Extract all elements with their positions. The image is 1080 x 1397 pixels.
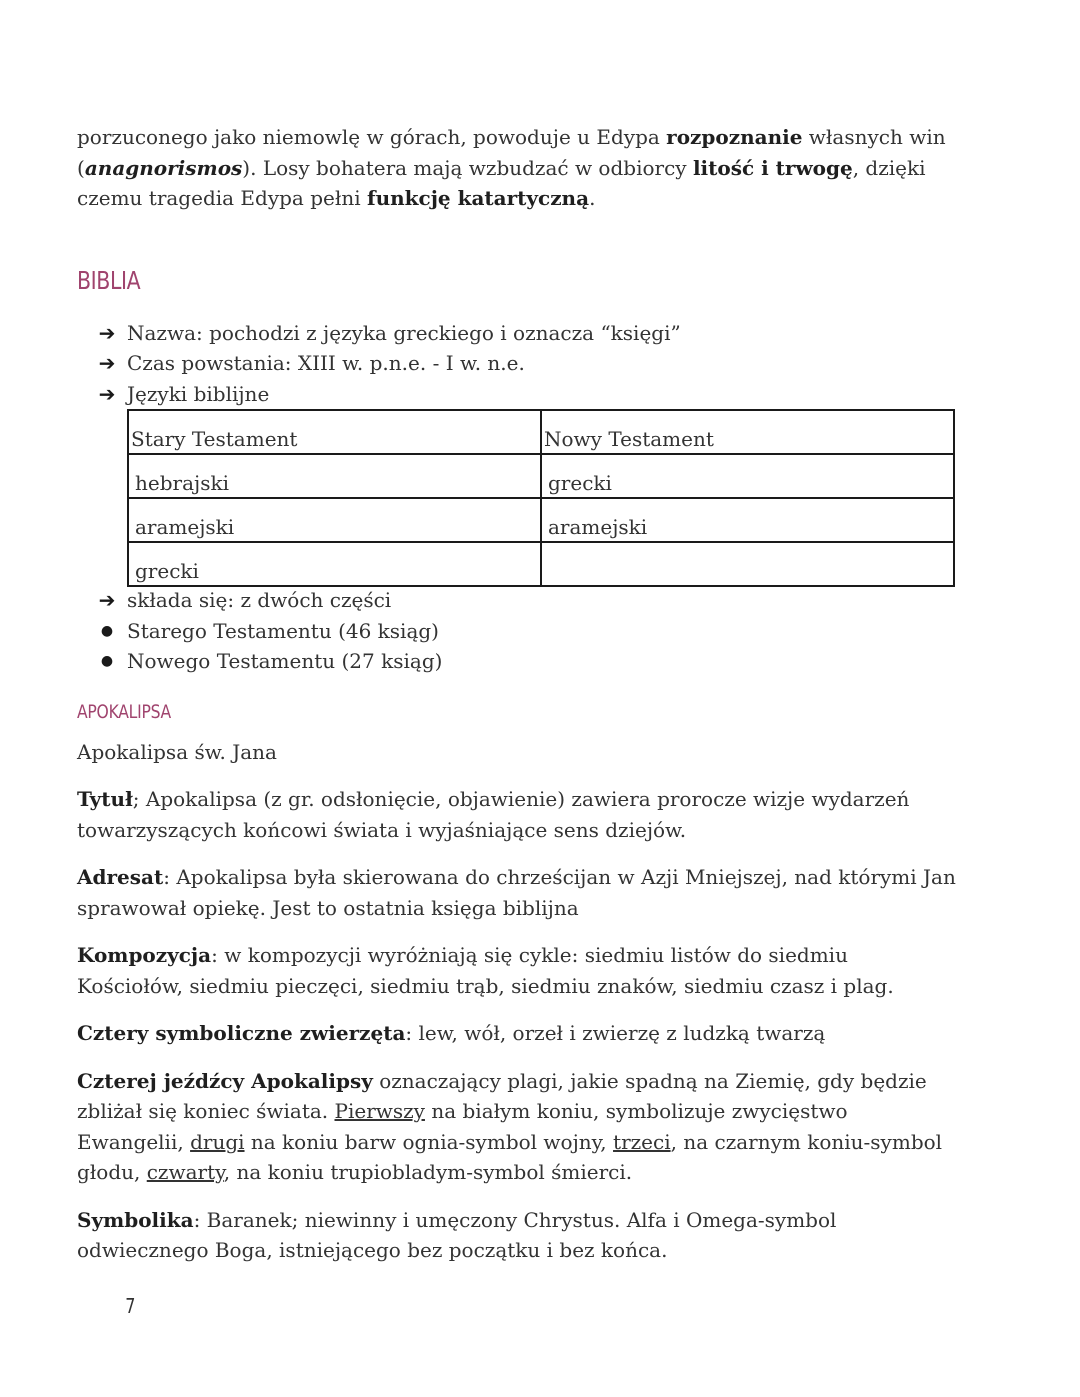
arrow-icon: ➔	[98, 320, 116, 345]
bullet-icon: ●	[100, 653, 114, 669]
tytul-paragraph: Tytuł; Apokalipsa (z gr. odsłonięcie, objawienie) zawiera prorocze wizje wydarzeń towarzyszących końcowi świata i wyjaśniające sens dziejów.	[77, 787, 910, 842]
list-item: ● Starego Testamentu (46 ksiąg)	[77, 616, 957, 647]
table-cell: grecki	[128, 542, 541, 586]
table-cell: grecki	[541, 454, 954, 498]
intro-text: .	[589, 186, 596, 210]
table-row	[128, 498, 954, 542]
languages-table	[127, 409, 955, 587]
table-cell: aramejski	[128, 498, 541, 542]
intro-bold: litość i trwogę	[692, 155, 853, 180]
section-heading-apokalipsa: APOKALIPSA	[77, 700, 171, 723]
intro-bold: rozpoznanie	[666, 125, 803, 149]
symbolika-paragraph: Symbolika: Baranek; niewinny i umęczony Chrystus. Alfa i Omega-symbol odwiecznego Boga, istniejącego bez początku i bez końca.	[77, 1207, 837, 1262]
intro-text: porzuconego jako niemowlę w górach, powoduje u Edypa	[77, 125, 667, 149]
biblia-composition-list	[77, 585, 957, 677]
table-cell: hebrajski	[128, 454, 541, 498]
table-header-row	[128, 410, 954, 454]
list-item: ● Nowego Testamentu (27 ksiąg)	[77, 646, 957, 677]
intro-bold-italic: anagnorismos	[84, 155, 243, 180]
list-item: ➔ Nazwa: pochodzi z języka greckiego i oznacza “księgi”	[77, 318, 957, 349]
list-item: ➔ Języki biblijne	[77, 379, 957, 410]
list-item: ➔ składa się: z dwóch części	[77, 585, 957, 616]
table-header-cell: Stary Testament	[128, 410, 541, 454]
table-cell	[541, 542, 954, 586]
document-page	[77, 122, 957, 1266]
page-number: 7	[125, 1294, 136, 1318]
table-row	[128, 542, 954, 586]
intro-bold: funkcję katartyczną	[366, 186, 590, 210]
arrow-icon: ➔	[98, 351, 116, 375]
table-cell: aramejski	[541, 498, 954, 542]
list-item: ➔ Czas powstania: XIII w. p.n.e. - I w. n.e.	[77, 348, 957, 379]
bullet-icon: ●	[100, 622, 114, 639]
table-row	[128, 454, 954, 498]
zwierzeta-paragraph: Cztery symboliczne zwierzęta: lew, wół, orzeł i zwierzę z ludzką twarzą	[77, 1021, 826, 1045]
section-heading-biblia: BIBLIA	[77, 265, 141, 295]
intro-text: ). Losy bohatera mają wzbudzać w odbiorcy	[242, 155, 693, 180]
apokalipsa-subtitle: Apokalipsa św. Jana	[77, 739, 277, 764]
intro-text: , dzięki czemu tragedia Edypa pełni	[77, 155, 926, 210]
adresat-paragraph: Adresat: Apokalipsa była skierowana do chrześcijan w Azji Mniejszej, nad którymi Jan sprawował opiekę. Jest to ostatnia księga biblijna	[77, 865, 956, 920]
kompozycja-paragraph: Kompozycja: w kompozycji wyróżniają się cykle: siedmiu listów do siedmiu Kościołów, siedmiu pieczęci, siedmiu trąb, siedmiu znaków, siedmiu czasz i plag.	[77, 943, 894, 998]
arrow-icon: ➔	[98, 381, 116, 406]
table-header-cell: Nowy Testament	[541, 410, 954, 454]
intro-text: własnych win (	[77, 125, 946, 180]
intro-paragraph	[77, 122, 957, 214]
jezdzcy-paragraph: Czterej jeźdźcy Apokalipsy oznaczający plagi, jakie spadną na Ziemię, gdy będzie zbliżał się koniec świata. Pierwszy na białym koniu, symbolizuje zwycięstwo Ewangelii, drugi na koniu barw ognia-symbol wojny, trzeci, na czarnym koniu-symbol głodu, czwarty, na koniu trupiobladym-symbol śmierci.	[77, 1068, 943, 1184]
arrow-icon: ➔	[98, 588, 116, 612]
biblia-list	[77, 318, 957, 410]
